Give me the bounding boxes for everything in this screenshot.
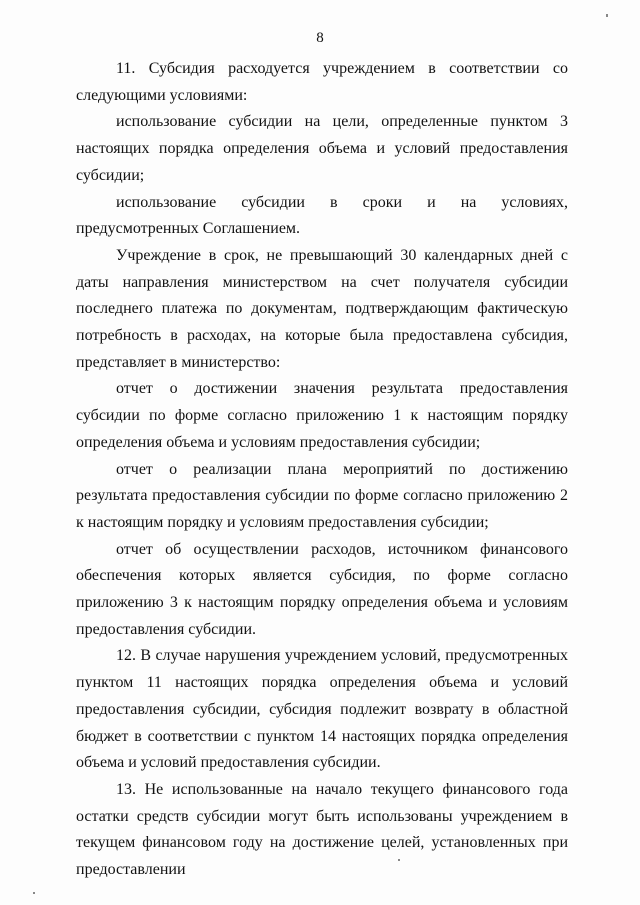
scan-speck-bottom — [398, 859, 400, 861]
paragraph-12-violation: 12. В случае нарушения учреждением условий, предусмотренных пунктом 11 настоящих порядка определения объема и условий предоставления субсидии, субсидия подлежит возврату в областной бюджет в соответствии с пунктом 14 настоящих порядка определения объема и условий предоставления субсидии. — [76, 647, 568, 772]
paragraph-report-result: отчет о достижении значения результата предоставления субсидии по форме согласно приложению 1 к настоящим порядку определения объема и условиям предоставления субсидии; — [76, 380, 568, 451]
scan-speck-bottom-left — [33, 892, 35, 894]
paragraph-11-intro: 11. Субсидия расходуется учреждением в соответствии со следующими условиями: — [76, 60, 568, 104]
paragraph-condition-purpose: использование субсидии на цели, определенные пунктом 3 настоящих порядка определения объема и условий предоставления субсидии; — [76, 113, 568, 184]
paragraph-report-plan: отчет о реализации плана мероприятий по достижению результата предоставления субсидии по форме согласно приложению 2 к настоящим порядку и условиям предоставления субсидии; — [76, 460, 568, 531]
paragraph-reporting-deadline: Учреждение в срок, не превышающий 30 календарных дней с даты направления министерством на счет получателя субсидии последнего платежа по документам, подтверждающим фактическую потребность в расходах, на которые была предоставлена субсидия, представляет в министерство: — [76, 246, 568, 371]
scan-speck-top-right — [606, 14, 608, 17]
paragraph-13-remainders: 13. Не использованные на начало текущего финансового года остатки средств субсидии могут быть использованы учреждением в текущем финансовом году на достижение целей, установленных при предоставлении — [76, 780, 568, 879]
paragraph-report-expenses: отчет об осуществлении расходов, источником финансового обеспечения которых является субсидия, по форме согласно приложению 3 к настоящим порядку определения объема и условиям предоставления субсидии. — [76, 540, 568, 638]
page-number: 8 — [316, 30, 324, 46]
paragraph-condition-terms: использование субсидии в сроки и на условиях, предусмотренных Соглашением. — [76, 193, 568, 238]
body-text — [76, 56, 568, 884]
